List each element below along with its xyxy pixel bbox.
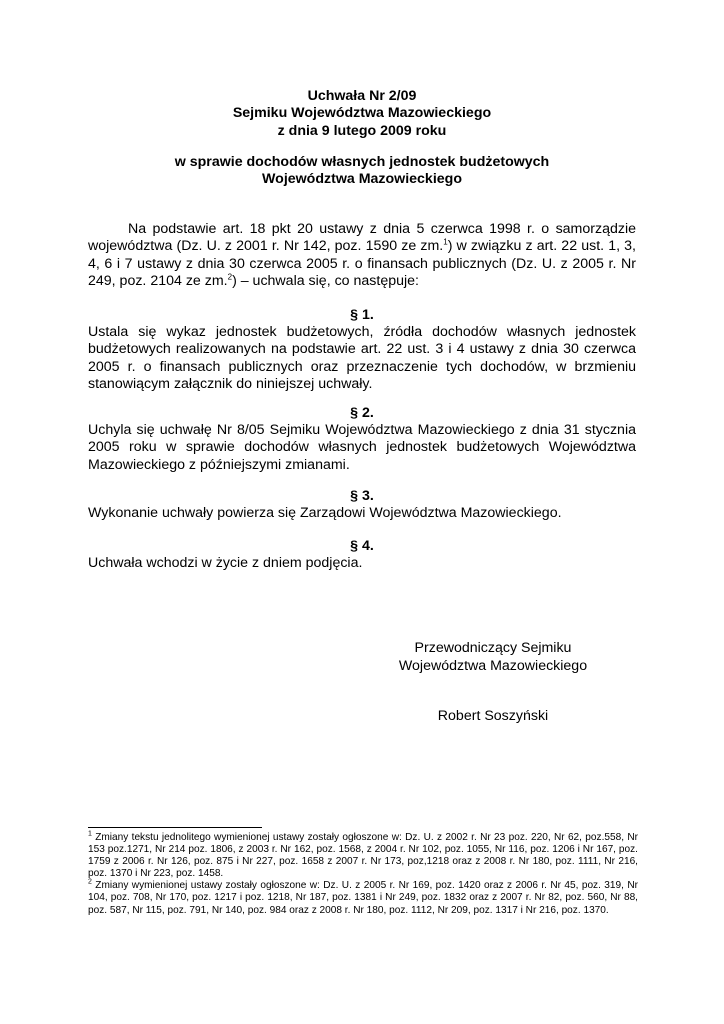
footnote-text: Zmiany tekstu jednolitego wymienionej ustawy zostały ogłoszone w: Dz. U. z 2002 r. Nr 23 poz. 220, Nr 62, poz.558, Nr 153 poz.1271, Nr 214 poz. 1806, z 2003 r. Nr 162, poz. 1568, z 2004 r. Nr 102, poz. 1055, Nr 116, poz. 1206 i Nr 167, poz. 1759 z 2006 r. Nr 126, poz. 875 i Nr 227, poz. 1658 z 2007 r. Nr 173, poz,1218 oraz z 2008 r. Nr 180, poz. 1111, Nr 216, poz. 1370 i Nr 223, poz. 1458.	[88, 832, 638, 880]
preamble-text-2: ) w związku z art. 22 ust. 1, 3, 4, 6 i 7 ustawy z dnia 30 czerwca 2005 r. o finansach publicznych (Dz. U. z 2005 r. Nr 249, poz. 2104 ze zm.	[88, 238, 636, 289]
footnote-separator	[88, 827, 262, 828]
resolution-header	[88, 88, 636, 140]
section-sign: § 1.	[350, 307, 374, 323]
signatory-name-block	[380, 708, 606, 726]
subject-line-2: Województwa Mazowieckiego	[262, 171, 462, 188]
signatory-name: Robert Soszyński	[437, 708, 549, 724]
section-sign: § 2.	[350, 405, 374, 421]
section-text: Ustala się wykaz jednostek budżetowych, źródła dochodów własnych jednostek budżetowych realizowanych na podstawie art. 22 ust. 3 i 4 ustawy z dnia 30 czerwca 2005 r. o finansach publicznych oraz przeznaczenie tych dochodów, w brzmieniu stanowiącym załącznik do niniejszej uchwały.	[88, 324, 636, 392]
footnote-marker: 1	[88, 830, 92, 838]
resolution-number: Uchwała Nr 2/09	[307, 88, 417, 104]
section-sign: § 3.	[350, 488, 374, 504]
section-2	[88, 405, 636, 474]
signature-block	[380, 640, 606, 676]
footnote-text: Zmiany wymienionej ustawy zostały ogłoszone w: Dz. U. z 2005 r. Nr 169, poz. 1420 oraz z 2006 r. Nr 45, poz. 319, Nr 104, poz. 708, Nr 170, poz. 1217 i poz. 1218, Nr 187, poz. 1381 i Nr 249, poz. 1832 oraz z 2007 r. Nr 82, poz. 560, Nr 88, poz. 587, Nr 115, poz. 791, Nr 140, poz. 984 oraz z 2008 r. Nr 180, poz. 1112, Nr 209, poz. 1317 i Nr 216, poz. 1370.	[88, 880, 638, 916]
footnote-ref-1: 1	[443, 237, 448, 247]
footnotes	[88, 832, 638, 917]
section-text: Uchwała wchodzi w życie z dniem podjęcia.	[88, 555, 363, 572]
signatory-title-1: Przewodniczący Sejmiku	[414, 640, 572, 656]
footnote-2	[88, 880, 638, 916]
footnote-marker: 2	[88, 879, 92, 887]
subject-line-1: w sprawie dochodów własnych jednostek budżetowych	[174, 154, 550, 170]
signatory-title-2: Województwa Mazowieckiego	[398, 657, 588, 674]
preamble	[88, 221, 636, 290]
footnote-1	[88, 832, 638, 880]
section-1	[88, 307, 636, 393]
section-sign: § 4.	[350, 538, 374, 554]
resolution-subject	[88, 154, 636, 189]
footnote-ref-2: 2	[227, 272, 233, 282]
section-3	[88, 488, 636, 522]
section-text: Uchyla się uchwałę Nr 8/05 Sejmiku Województwa Mazowieckiego z dnia 31 stycznia 2005 roku w sprawie dochodów własnych jednostek budżetowych Województwa Mazowieckiego z późniejszymi zmianami.	[88, 422, 636, 473]
section-text: Wykonanie uchwały powierza się Zarządowi Województwa Mazowieckiego.	[88, 505, 562, 522]
preamble-text-3: ) – uchwala się, co następuje:	[232, 272, 419, 289]
issuing-body: Sejmiku Województwa Mazowieckiego	[232, 105, 492, 122]
resolution-date: z dnia 9 lutego 2009 roku	[277, 122, 447, 139]
preamble-text-1: Na podstawie art. 18 pkt 20 ustawy z dnia 5 czerwca 1998 r. o samorządzie województwa (Dz. U. z 2001 r. Nr 142, poz. 1590 ze zm.	[88, 221, 636, 255]
section-4	[88, 538, 636, 572]
